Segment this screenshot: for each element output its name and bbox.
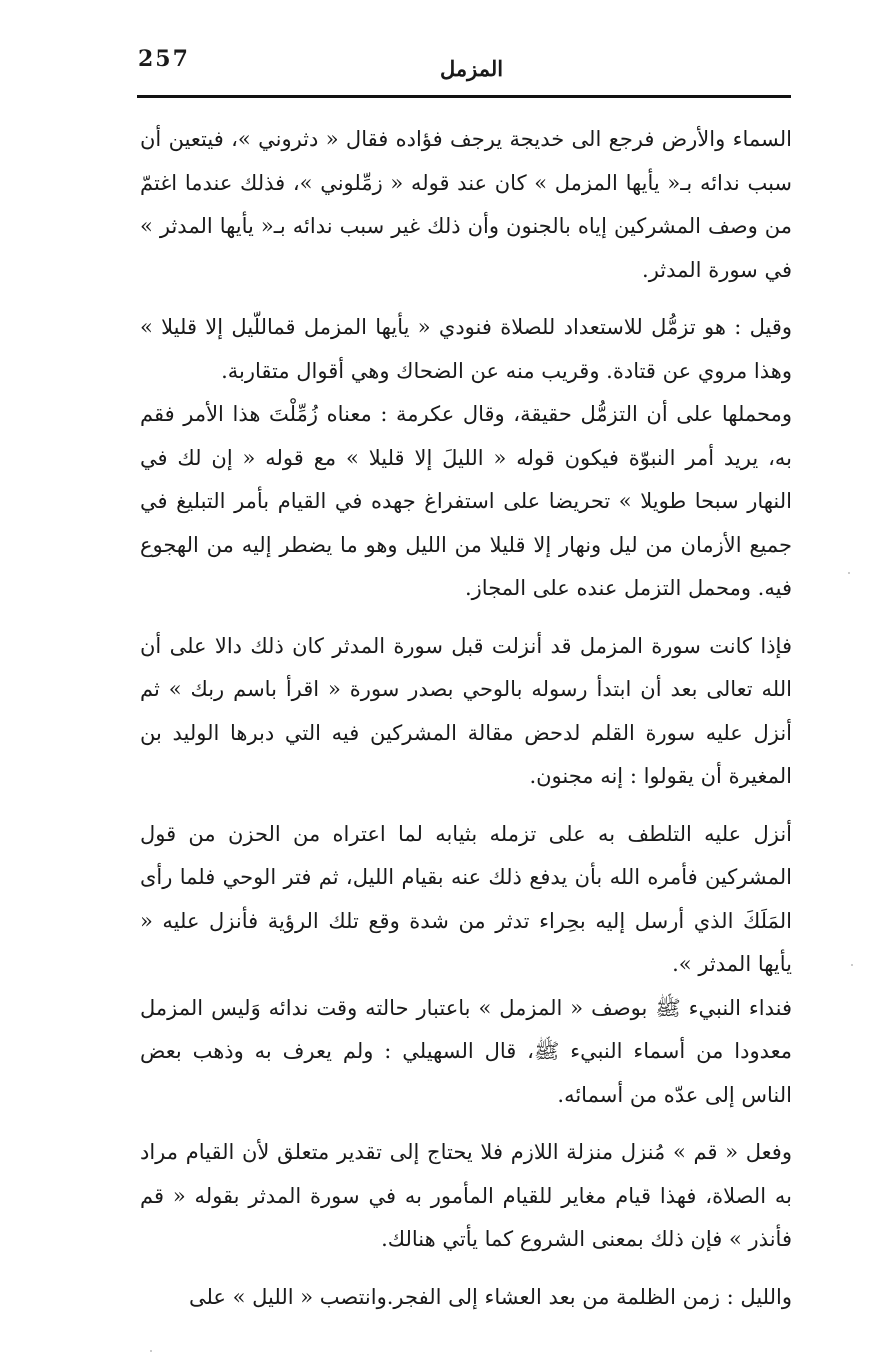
- header-rule: [137, 95, 791, 98]
- page-number: 257: [138, 46, 190, 72]
- paragraph: ومحملها على أن التزمُّل حقيقة، وقال عكرمة : معناه زُمِّلْتَ هذا الأمر فقم به، يريد أمر النبوّة فيكون قوله « الليلَ إلا قليلا » مع قوله « إن لك في النهار سبحا طويلا » تحريضا على استفراغ جهده في القيام بأمر التبليغ في جميع الأزمان من ليل ونهار إلا قليلا من الليل وهو ما يضطر إليه من الهجوع فيه. ومحمل التزمل عنده على المجاز.: [140, 402, 792, 600]
- margin-speck: [851, 964, 853, 966]
- margin-speck: [150, 1350, 152, 1352]
- paragraph: والليل : زمن الظلمة من بعد العشاء إلى الفجر.وانتصب « الليل » على: [188, 1284, 792, 1309]
- paragraph: وقيل : هو تزمُّل للاستعداد للصلاة فنودي « يأيها المزمل قماللّيل إلا قليلا » وهذا مروي عن قتادة. وقريب منه عن الضحاك وهي أقوال متقاربة.: [140, 315, 792, 383]
- paragraph: وفعل « قم » مُنزل منزلة اللازم فلا يحتاج إلى تقدير متعلق لأن القيام مراد به الصلاة، فهذا قيام مغاير للقيام المأمور به في سورة المدثر بقوله « قم فأنذر » فإن ذلك بمعنى الشروع كما يأتي هنالك.: [140, 1140, 792, 1251]
- paragraph: فنداء النبيء ﷺ بوصف « المزمل » باعتبار حالته وقت ندائه وَليس المزمل معدودا من أسماء النبيء ﷺ، قال السهيلي : ولم يعرف به وذهب بعض الناس إلى عدّه من أسمائه.: [140, 995, 792, 1107]
- paragraph: أنزل عليه التلطف به على تزمله بثيابه لما اعتراه من الحزن من قول المشركين فأمره الله بأن يدفع ذلك عنه بقيام الليل، ثم فتر الوحي فلما رأى المَلَكَ الذي أرسل إليه بحِراء تدثر من شدة وقع تلك الرؤية فأنزل عليه « يأيها المدثر ».: [140, 821, 792, 976]
- margin-speck: [848, 572, 850, 574]
- running-head: المزمل: [440, 56, 504, 81]
- paragraph: فإذا كانت سورة المزمل قد أنزلت قبل سورة المدثر كان ذلك دالا على أن الله تعالى بعد أن ابتدأ رسوله بالوحي بصدر سورة « اقرأ باسم ربك » ثم أنزل عليه سورة القلم لدحض مقالة المشركين فيه التي دبرها الوليد بن المغيرة أن يقولوا : إنه مجنون.: [140, 633, 792, 788]
- body-text: [140, 118, 792, 1319]
- paragraph: السماء والأرض فرجع الى خديجة يرجف فؤاده فقال « دثروني »، فيتعين أن سبب ندائه بـ« يأيها المزمل » كان عند قوله « زمِّلوني »، فذلك عندما اغتمّ من وصف المشركين إياه بالجنون وأن ذلك غير سبب ندائه بـ« يأيها المدثر » في سورة المدثر.: [140, 127, 792, 282]
